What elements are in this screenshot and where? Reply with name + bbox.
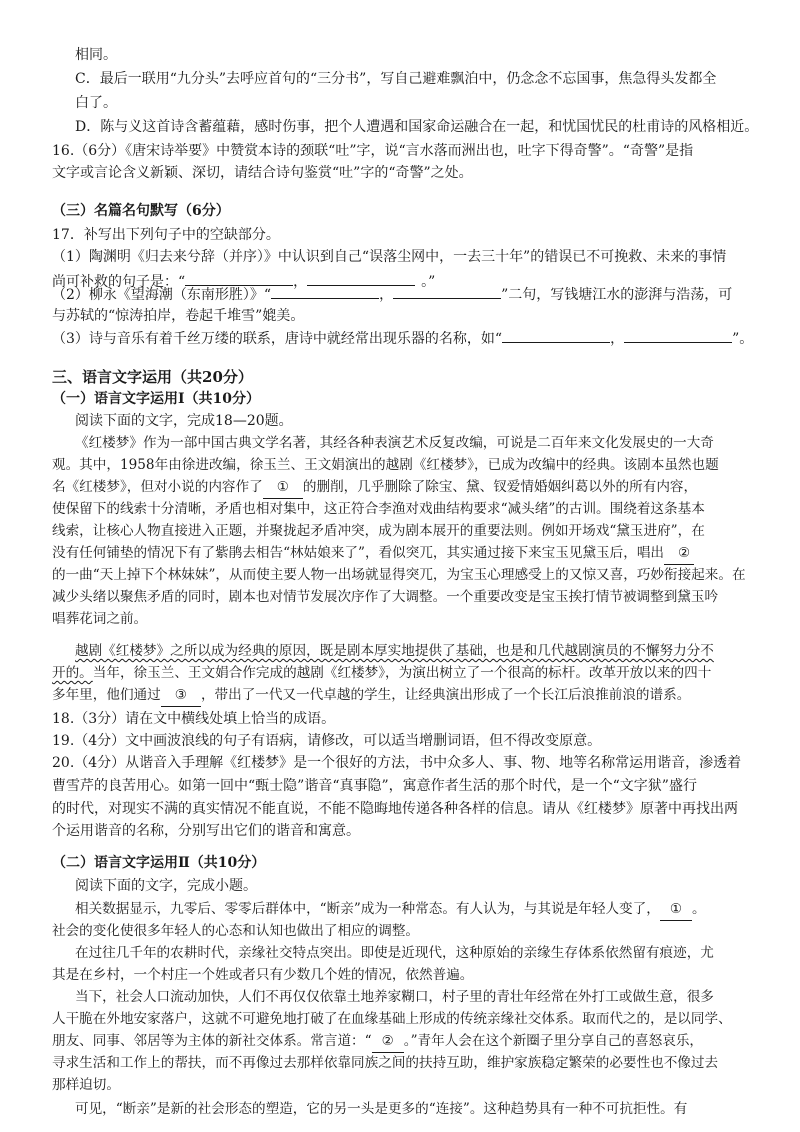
passage1-line: 《红楼梦》作为一部中国古典文学名著，其经各种表演艺术反复改编，可说是二百年来文化发展史的一大奇 <box>75 435 714 451</box>
q17-3-sep: ， <box>610 331 625 347</box>
passage3-line <box>52 1030 703 1053</box>
passage3-line: 其是在乡村，一个村庄一个姓或者只有少数几个姓的情况，依然普遍。 <box>52 967 474 983</box>
q15-option-b-continued: 相同。 <box>75 47 117 63</box>
passage1-text: 没有任何铺垫的情况下有了紫鹃去相告“林姑娘来了”，看似突兀，其实通过接下来宝玉见黛玉后，唱出 <box>52 545 665 561</box>
reading-intro-2: 阅读下面的文字，完成小题。 <box>75 878 257 894</box>
q17-2-line2: 与苏轼的“惊涛拍岸，卷起千堆雪”媲美。 <box>52 308 305 324</box>
passage1-line <box>52 542 694 565</box>
q17-2-prefix: （2）柳永《望海潮（东南形胜）》“ <box>52 287 272 303</box>
passage3-line: 那样迫切。 <box>52 1077 120 1093</box>
answer-blank[interactable] <box>624 326 732 343</box>
passage3-text: 。”青年人会在这个新圈子里分享自己的喜怒哀乐， <box>403 1033 704 1049</box>
q17-2-suffix: ”二句，写钱塘江水的澎湃与浩荡，可 <box>501 287 733 303</box>
passage3-line: 寻求生活和工作上的帮扶，而不再像过去那样依靠同族之间的扶持互助，维护家族稳定繁荣的必要性也不像过去 <box>52 1055 719 1071</box>
passage2-text: ，带出了一代又一代卓越的学生，让经典演出形成了一个长江后浪推前浪的谱系。 <box>200 687 691 703</box>
passage3-text: 。 <box>692 901 706 917</box>
blank-marker-2: ② <box>664 542 694 565</box>
part-three-title: 三、语言文字运用（共20分） <box>52 368 253 386</box>
q20-line: 的时代，对现实不满的真实情况不能直说，不能不隐晦地传递各种各样的信息。请从《红楼梦》原著中再找出两 <box>52 801 738 817</box>
passage3-line: 可见，“断亲”是新的社会形态的塑造，它的另一头是更多的“连接”。这种趋势具有一种不可抗拒性。有 <box>75 1101 688 1117</box>
passage3-line: 在过往几千年的农耕时代，亲缘社交特点突出。即使是近现代，这种原始的亲缘生存体系依然留有痕迹，尤 <box>75 945 714 961</box>
passage1-line: 的一曲“天上掉下个林妹妹”，从而使主要人物一出场就显得突兀，为宝玉心理感受上的又惊又喜，巧妙衔接起来。在 <box>52 567 746 583</box>
q17-2-line1 <box>52 282 732 306</box>
q16-line2: 文字或言论含义新颖、深切，请结合诗句鉴赏“吐”字的“奇警”之处。 <box>52 165 473 181</box>
q17-3-line <box>52 326 753 350</box>
passage3-line: 当下，社会人口流动加快，人们不再仅仅依靠土地养家糊口，村子里的青壮年经常在外打工或做生意，很多 <box>75 989 714 1005</box>
blank-marker-1: ① <box>660 898 692 921</box>
q17-stem: 17．补写出下列句子中的空缺部分。 <box>52 227 280 243</box>
subsection-2-heading: （二）语言文字运用Ⅱ（共10分） <box>52 855 266 871</box>
q20-line: 个运用谐音的名称，分别写出它们的谐音和寓意。 <box>52 823 360 839</box>
wavy-sentence: 越剧《红楼梦》之所以成为经典的原因，既是剧本厚实地提供了基础，也是和几代越剧演员的不懈努力分不 <box>75 643 714 659</box>
q17-3-suffix: ”。 <box>732 331 754 347</box>
q15-option-d: D．陈与义这首诗含蓄蕴藉，感时伤事，把个人遭遇和国家命运融合在一起，和忧国忧民的杜甫诗的风格相近。 <box>75 119 759 135</box>
passage3-text: 朋友、同事、邻居等为主体的新社交体系。常言道：“ <box>52 1033 372 1049</box>
q19: 19.（4分）文中画波浪线的句子有语病，请修改，可以适当增删词语，但不得改变原意。 <box>52 733 602 749</box>
q17-1-suffix: 。” <box>421 274 436 290</box>
passage2-line <box>52 662 711 684</box>
blank-marker-1: ① <box>263 476 303 499</box>
passage2-line <box>52 684 690 707</box>
passage2-text: 多年里，他们通过 <box>52 687 161 703</box>
blank-marker-3: ③ <box>161 684 201 707</box>
passage1-text: 名《红楼梦》，但对小说的内容作了 <box>52 479 263 495</box>
passage3-text: 相关数据显示，九零后、零零后群体中，“断亲”成为一种常态。有人认为，与其说是年轻人变了， <box>75 901 660 917</box>
passage1-line: 观。其中，1958年由徐进改编，徐玉兰、王文娟演出的越剧《红楼梦》，已成为改编中的经典。该剧本虽然也题 <box>52 457 719 473</box>
q17-1-prefix: 尚可补救的句子是：“ <box>52 274 186 290</box>
q16-line1: 16.（6分）《唐宋诗举要》中赞赏本诗的颈联“吐”字，说“言水落而洲出也，吐字下得奇警”。“奇警”是指 <box>52 143 694 159</box>
answer-blank[interactable] <box>502 326 610 343</box>
q17-1-line1: （1）陶渊明《归去来兮辞（并序）》中认识到自己“误落尘网中，一去三十年”的错误已不可挽救、未来的事情 <box>52 249 727 265</box>
passage1-line: 减少头绪以聚焦矛盾的同时，剧本也对情节发展次序作了大调整。一个重要改变是宝玉挨打情节被调整到黛玉吟 <box>52 589 719 605</box>
q17-2-sep: ， <box>379 287 394 303</box>
blank-marker-2: ② <box>372 1030 404 1053</box>
q20-line: 20.（4分）从谐音入手理解《红楼梦》是一个很好的方法，书中众多人、事、物、地等名称常运用谐音，渗透着 <box>52 755 742 771</box>
passage3-line: 人干脆在外地安家落户，这就不可避免地打破了在血缘基础上形成的传统亲缘社交体系。取而代之的，是以同学、 <box>52 1011 732 1027</box>
passage1-line: 使保留下的线索十分清晰，矛盾也相对集中，这正符合李渔对戏曲结构要求“减头绪”的古训。围绕着这条基本 <box>52 501 705 517</box>
section-heading-mingpian: （三）名篇名句默写（6分） <box>52 203 230 219</box>
passage1-line: 唱葬花词之前。 <box>52 611 148 627</box>
q15-option-c: C．最后一联用“九分头”去呼应首句的“三分书”，写自己避难飘泊中，仍念念不忘国事，焦急得头发都全 <box>75 71 717 87</box>
q18: 18.（3分）请在文中横线处填上恰当的成语。 <box>52 711 336 727</box>
passage1-line <box>52 476 697 499</box>
wavy-sentence: 开的。 <box>52 665 93 681</box>
passage1-text: 的删削，几乎删除了除宝、黛、钗爱情婚姻纠葛以外的所有内容， <box>302 479 698 495</box>
passage2-line <box>75 640 714 662</box>
answer-blank[interactable] <box>393 282 501 299</box>
reading-intro-1: 阅读下面的文字，完成18—20题。 <box>75 413 293 429</box>
passage2-text: 当年，徐玉兰、王文娟合作完成的越剧《红楼梦》，为演出树立了一个很高的标杆。改革开放以来的四十 <box>92 665 712 681</box>
passage3-line <box>75 898 706 921</box>
q17-3-prefix: （3）诗与音乐有着千丝万缕的联系，唐诗中就经常出现乐器的名称，如“ <box>52 331 503 347</box>
subsection-1-heading: （一）语言文字运用Ⅰ（共10分） <box>52 391 261 407</box>
answer-blank[interactable] <box>271 282 379 299</box>
q17-1-sep: ， <box>293 274 308 290</box>
q15-option-c-continued: 白了。 <box>75 95 117 111</box>
passage1-line: 线索，让核心人物直接进入正题，并聚拢起矛盾冲突，成为剧本展开的重要法则。例如开场戏“黛玉进府”，在 <box>52 523 705 539</box>
q20-line: 曹雪芹的良苦用心。如第一回中“甄士隐”谐音“真事隐”，寓意作者生活的那个时代，是一个“文字狱”盛行 <box>52 778 697 794</box>
passage3-line: 社会的变化使很多年轻人的心态和认知也做出了相应的调整。 <box>52 923 420 939</box>
